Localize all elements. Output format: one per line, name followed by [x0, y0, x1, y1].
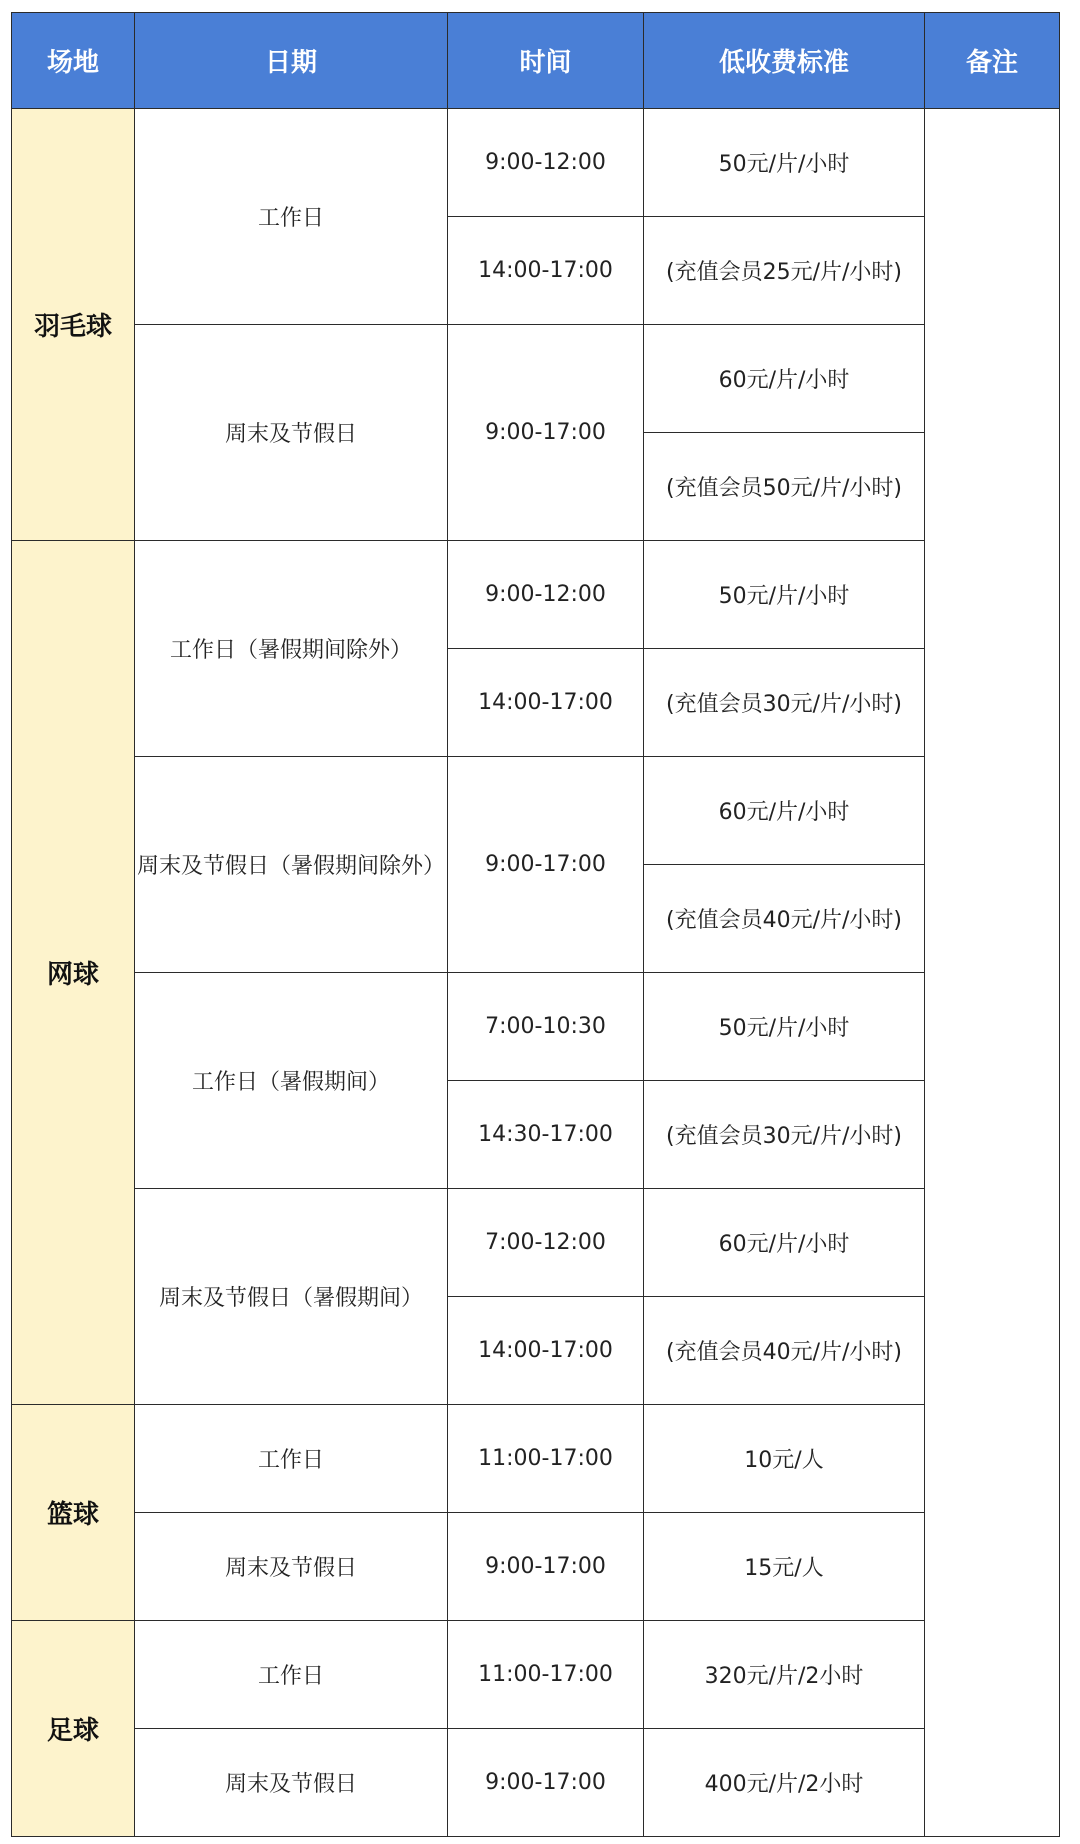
- fee-cell: 60元/片/小时: [644, 325, 925, 433]
- table-row: [12, 1513, 1060, 1621]
- header-date: 日期: [135, 13, 448, 109]
- date-cell: 周末及节假日: [135, 1513, 448, 1621]
- time-cell: 9:00-17:00: [448, 1513, 644, 1621]
- header-venue: 场地: [12, 13, 135, 109]
- fee-cell: (充值会员40元/片/小时): [644, 865, 925, 973]
- fee-cell: 10元/人: [644, 1405, 925, 1513]
- date-cell: 周末及节假日: [135, 325, 448, 541]
- fee-cell: 50元/片/小时: [644, 541, 925, 649]
- time-cell: 9:00-12:00: [448, 109, 644, 217]
- time-cell: 9:00-17:00: [448, 757, 644, 973]
- header-row: [12, 13, 1060, 109]
- time-cell: 14:00-17:00: [448, 649, 644, 757]
- fee-cell: 400元/片/2小时: [644, 1729, 925, 1837]
- venue-football: 足球: [12, 1621, 135, 1837]
- table-row: [12, 1729, 1060, 1837]
- date-cell: 周末及节假日（暑假期间）: [135, 1189, 448, 1405]
- time-cell: 11:00-17:00: [448, 1405, 644, 1513]
- time-cell: 7:00-12:00: [448, 1189, 644, 1297]
- table-row: [12, 1621, 1060, 1729]
- fee-cell: (充值会员30元/片/小时): [644, 649, 925, 757]
- time-cell: 9:00-12:00: [448, 541, 644, 649]
- fee-cell: 15元/人: [644, 1513, 925, 1621]
- header-note: 备注: [925, 13, 1060, 109]
- table-row: [12, 757, 1060, 865]
- table-row: [12, 325, 1060, 433]
- fee-cell: (充值会员40元/片/小时): [644, 1297, 925, 1405]
- header-fee: 低收费标准: [644, 13, 925, 109]
- time-cell: 14:00-17:00: [448, 217, 644, 325]
- fee-cell: 50元/片/小时: [644, 973, 925, 1081]
- table-row: [12, 541, 1060, 649]
- time-cell: 7:00-10:30: [448, 973, 644, 1081]
- fee-cell: (充值会员30元/片/小时): [644, 1081, 925, 1189]
- table-row: [12, 973, 1060, 1081]
- date-cell: 工作日（暑假期间）: [135, 973, 448, 1189]
- venue-basketball: 篮球: [12, 1405, 135, 1621]
- fee-cell: 60元/片/小时: [644, 1189, 925, 1297]
- date-cell: 工作日: [135, 1621, 448, 1729]
- time-cell: 11:00-17:00: [448, 1621, 644, 1729]
- date-cell: 周末及节假日（暑假期间除外）: [135, 757, 448, 973]
- date-cell: 工作日（暑假期间除外）: [135, 541, 448, 757]
- fee-cell: 320元/片/2小时: [644, 1621, 925, 1729]
- table-row: [12, 1189, 1060, 1297]
- time-cell: 14:30-17:00: [448, 1081, 644, 1189]
- time-cell: 9:00-17:00: [448, 1729, 644, 1837]
- fee-cell: 60元/片/小时: [644, 757, 925, 865]
- date-cell: 周末及节假日: [135, 1729, 448, 1837]
- fee-cell: (充值会员25元/片/小时): [644, 217, 925, 325]
- fee-cell: (充值会员50元/片/小时): [644, 433, 925, 541]
- header-time: 时间: [448, 13, 644, 109]
- time-cell: 14:00-17:00: [448, 1297, 644, 1405]
- date-cell: 工作日: [135, 109, 448, 325]
- date-cell: 工作日: [135, 1405, 448, 1513]
- table-row: [12, 1405, 1060, 1513]
- fee-cell: 50元/片/小时: [644, 109, 925, 217]
- time-cell: 9:00-17:00: [448, 325, 644, 541]
- venue-tennis: 网球: [12, 541, 135, 1405]
- price-table: [11, 12, 1060, 1837]
- venue-badminton: 羽毛球: [12, 109, 135, 541]
- note-cell: [925, 109, 1060, 1837]
- table-row: [12, 109, 1060, 217]
